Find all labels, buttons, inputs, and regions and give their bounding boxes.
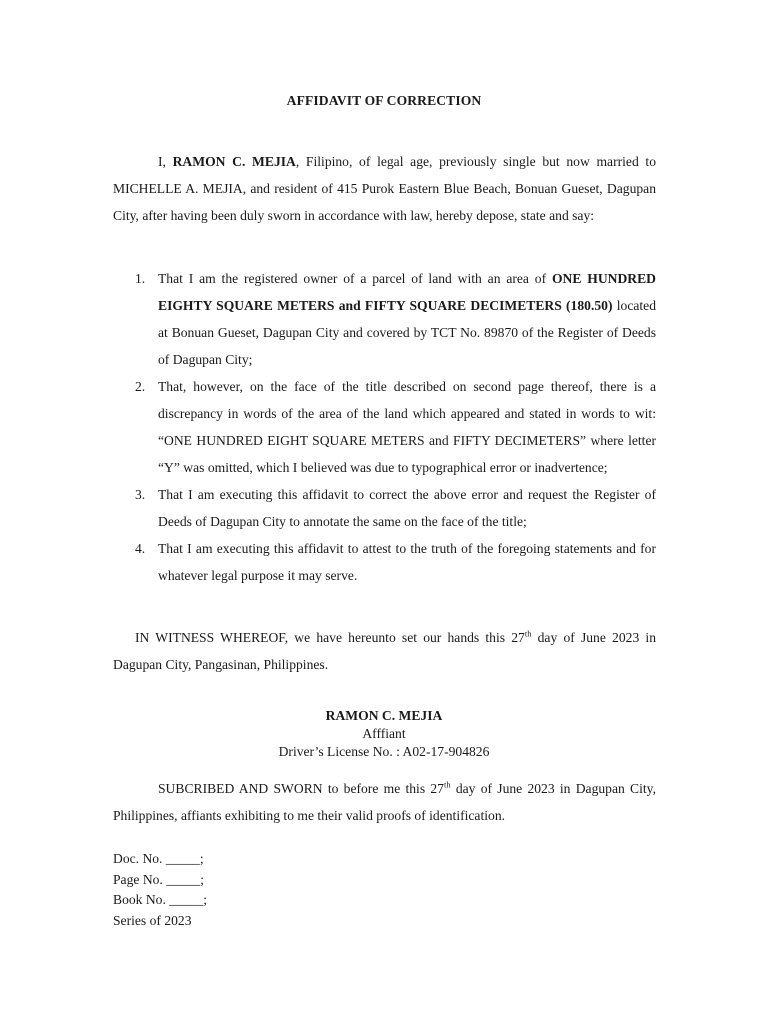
statement-list: [113, 265, 656, 589]
notarial-register: [113, 849, 207, 931]
list-item-bold-area: ONE HUNDRED EIGHTY SQUARE METERS and FIFTY SQUARE DECIMETERS (180.50): [158, 271, 656, 313]
document-title: AFFIDAVIT OF CORRECTION: [286, 93, 482, 108]
signatory-role: Afffiant: [362, 726, 406, 741]
series-year: Series of 2023: [113, 912, 192, 928]
jurat-ordinal: th: [443, 779, 451, 790]
list-item-text: That I am the registered owner of a parcel of land with an area of: [158, 271, 552, 286]
intro-paragraph: [113, 148, 656, 229]
witness-paragraph: [113, 624, 656, 678]
list-item: [113, 373, 656, 481]
list-item-text: That, however, on the face of the title described on second page thereof, there is a discrepancy in words of the area of the land which appeared and stated in words to wit: “ONE HUNDRED EIGHT SQUARE METERS and FIFTY DECIMETERS” where letter “Y” was omitted, which I believed was due to typographical error or inadvertence;: [158, 379, 656, 475]
doc-number: Doc. No. _____;: [113, 851, 204, 866]
witness-text-continued: day of June 2023 in Dagupan City, Pangasinan, Philippines.: [113, 630, 656, 672]
intro-prefix: I,: [158, 154, 173, 169]
book-number: Book No. _____;: [113, 892, 208, 907]
list-item-text: That I am executing this affidavit to correct the above error and request the Register of Deeds of Dagupan City to annotate the same on the face of the title;: [158, 487, 656, 529]
jurat-text-continued: day of June 2023 in Dagupan City, Philippines, affiants exhibiting to me their valid proofs of identification.: [113, 781, 656, 823]
list-item: [113, 535, 656, 589]
jurat-paragraph: [113, 775, 656, 829]
witness-text: IN WITNESS WHEREOF, we have hereunto set our hands this 27: [135, 630, 525, 645]
jurat-text: SUBCRIBED AND SWORN to before me this 27: [158, 781, 444, 796]
signatory-name: RAMON C. MEJIA: [325, 708, 443, 723]
list-item: [113, 265, 656, 373]
list-item-number: 4.: [135, 541, 146, 556]
list-item-number: 1.: [135, 271, 146, 286]
intro-text: , Filipino, of legal age, previously single but now married to MICHELLE A. MEJIA, and resident of 415 Purok Eastern Blue Beach, Bonuan Gueset, Dagupan City, after having been duly sworn in accordance with law, hereby depose, state and say:: [113, 154, 656, 223]
witness-ordinal: th: [524, 628, 532, 639]
page-number: Page No. _____;: [113, 871, 204, 887]
list-item-number: 2.: [135, 379, 146, 394]
list-item: [113, 481, 656, 535]
list-item-text: That I am executing this affidavit to attest to the truth of the foregoing statements and for whatever legal purpose it may serve.: [158, 541, 656, 583]
list-item-text-continued: located at Bonuan Gueset, Dagupan City and covered by TCT No. 89870 of the Register of Deeds of Dagupan City;: [158, 298, 656, 367]
affiant-name: RAMON C. MEJIA: [172, 154, 296, 169]
signature-block: [0, 707, 768, 761]
signatory-license: Driver’s License No. : A02-17-904826: [278, 744, 490, 759]
list-item-number: 3.: [135, 487, 146, 502]
